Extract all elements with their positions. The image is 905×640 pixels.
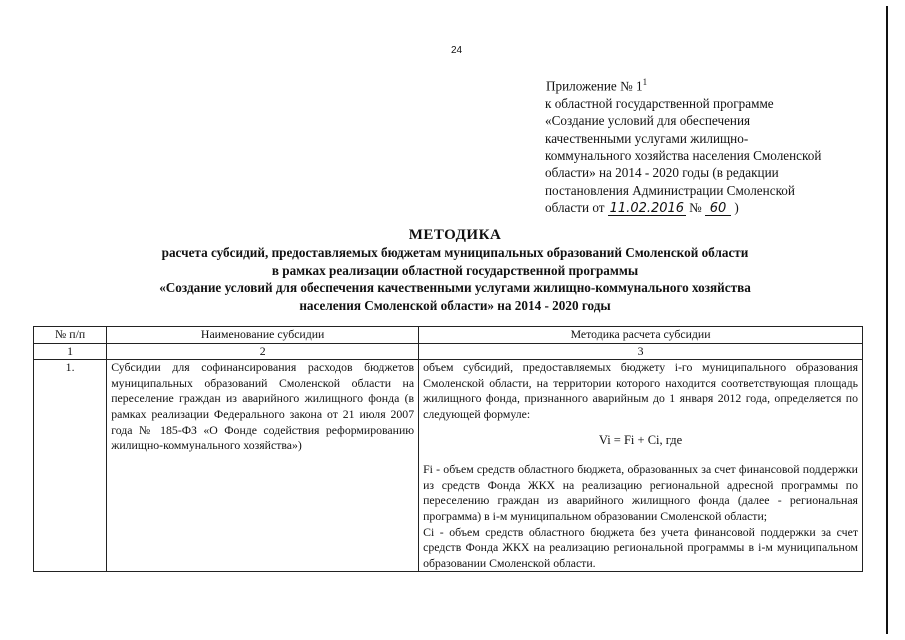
column-number: 3 xyxy=(419,343,863,360)
column-number-row xyxy=(34,343,863,360)
table-header-row xyxy=(34,327,863,344)
ci-definition: Ci - объем средств областного бюджета без учета финансовой поддержки за счет средств Фонда ЖКХ на реализацию региональной программы в i-м муниципальном образовании Смоленской области. xyxy=(423,524,858,570)
subsidy-name-cell xyxy=(107,360,419,572)
appendix-line: коммунального хозяйства населения Смоленской xyxy=(545,148,822,164)
row-number: 1. xyxy=(34,360,107,572)
methodology-table xyxy=(33,326,863,572)
column-number: 2 xyxy=(107,343,419,360)
page-number: 24 xyxy=(451,45,463,56)
heading-sub-line: в рамках реализации областной государственной программы xyxy=(271,262,639,278)
method-intro: объем субсидий, предоставляемых бюджету i-го муниципального образования Смоленской области, на территории которого находится соответствующая площадь жилищного фонда, признанного аварийным до 1 января 2012 года, определяется по следующей формуле: xyxy=(423,360,858,421)
formula: Vi = Fi + Ci, где xyxy=(598,432,683,447)
page-edge-rule xyxy=(886,6,888,634)
appendix-line: качественными услугами жилищно- xyxy=(545,130,749,146)
appendix-last-line xyxy=(545,199,845,216)
appendix-block xyxy=(545,74,845,217)
closing-paren: ) xyxy=(734,200,739,216)
appendix-title-superscript: 1 xyxy=(642,77,648,87)
fi-definition: Fi - объем средств областного бюджета, образованных за счет финансовой поддержки из средств Фонда ЖКХ на реализацию региональной адресной программы по переселению граждан из аварийного жилищного фонда (далее - региональная программа) в i-м муниципальном образовании Смоленской области; xyxy=(423,462,858,523)
appendix-title xyxy=(545,74,845,95)
heading-sub-line: «Создание условий для обеспечения качественными услугами жилищно-коммунального хозяйства xyxy=(159,280,751,296)
number-sign: № xyxy=(689,200,702,216)
table-row xyxy=(34,360,863,572)
appendix-title-text: Приложение № 1 xyxy=(546,78,643,94)
handwritten-number: 60 xyxy=(705,202,731,216)
document-heading xyxy=(60,226,850,314)
heading-sub-line: населения Смоленской области» на 2014 - 2020 годы xyxy=(299,297,611,313)
heading-sub-line: расчета субсидий, предоставляемых бюджетам муниципальных образований Смоленской области xyxy=(161,245,749,260)
header-subsidy-name: Наименование субсидии xyxy=(107,327,419,344)
appendix-last-prefix: области от xyxy=(545,200,605,216)
appendix-line: «Создание условий для обеспечения xyxy=(545,113,751,129)
header-calculation-method: Методика расчета субсидии xyxy=(419,327,863,344)
header-number: № п/п xyxy=(34,327,107,344)
method-cell xyxy=(419,360,863,572)
heading-main: МЕТОДИКА xyxy=(408,227,502,243)
column-number: 1 xyxy=(34,343,107,360)
appendix-line: области» на 2014 - 2020 годы (в редакции xyxy=(545,165,779,181)
subsidy-name: Субсидии для софинансирования расходов бюджетов муниципальных образований Смоленской области на переселение граждан из аварийного жилищного фонда (в рамках реализации Федерального закона от 21 июля 2007 года № 185-ФЗ «О Фонде содействия реформированию жилищно-коммунального хозяйства») xyxy=(111,360,415,453)
appendix-line: к областной государственной программе xyxy=(545,95,774,111)
handwritten-date: 11.02.2016 xyxy=(609,201,685,217)
appendix-line: постановления Администрации Смоленской xyxy=(545,182,795,198)
